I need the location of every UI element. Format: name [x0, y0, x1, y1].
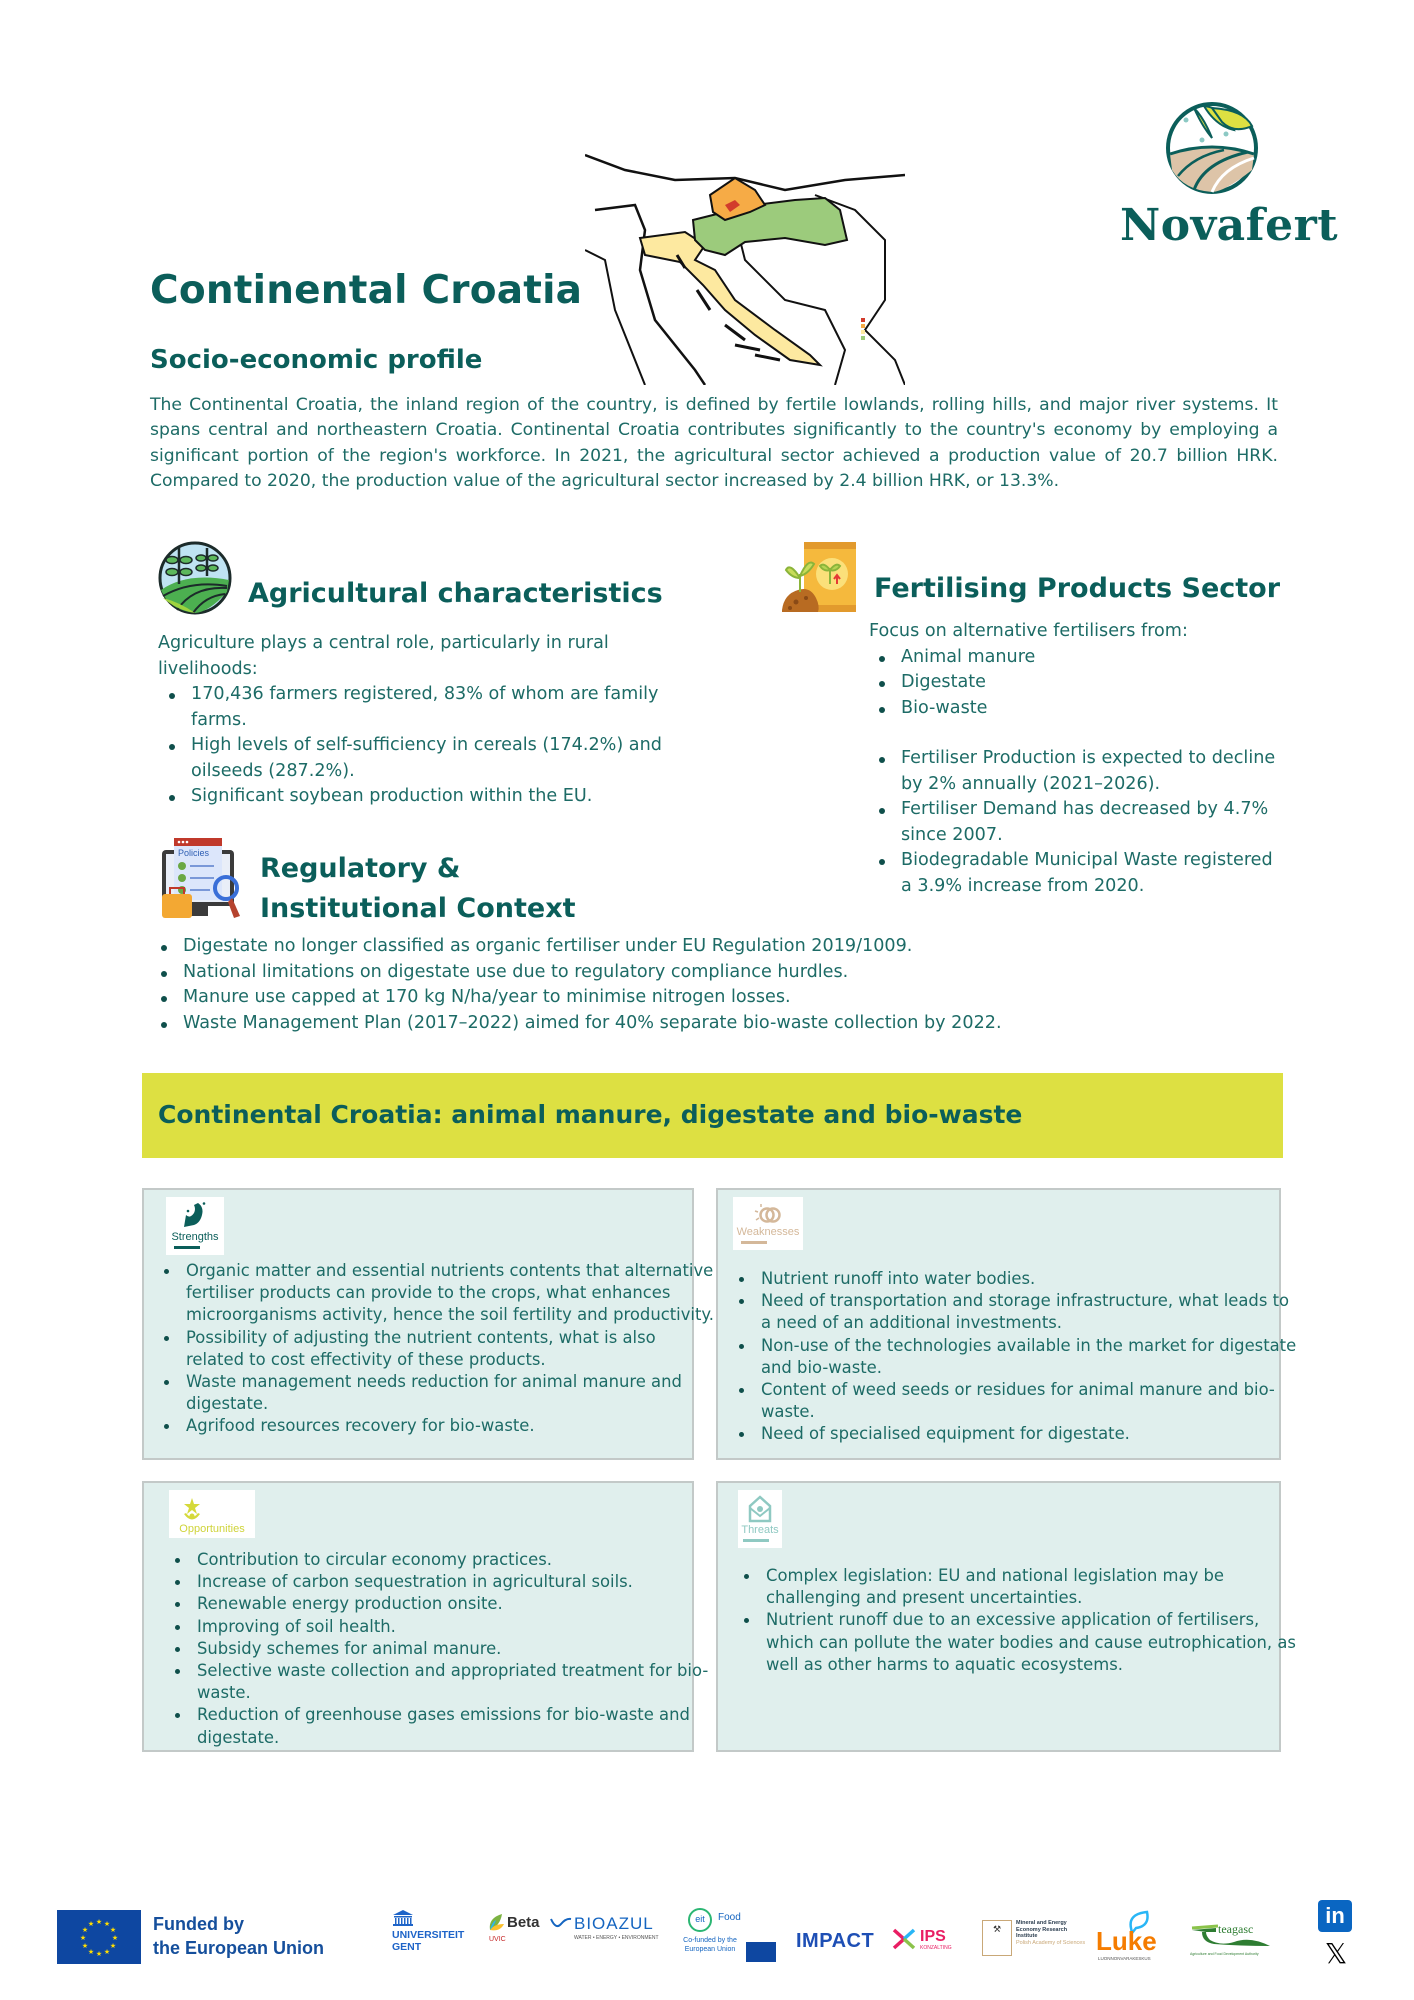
opportunities-list [144, 1549, 727, 1749]
page-title: Continental Croatia [150, 268, 583, 313]
opportunities-badge [169, 1490, 255, 1538]
svg-text:★: ★ [87, 1920, 95, 1928]
swot-threats [716, 1481, 1296, 1752]
list-item: Organic matter and essential nutrients contents that alternative fertiliser products can provide to the crops, what enhances microorganisms activity, hence the soil fertility and productivity. [186, 1260, 716, 1327]
list-item: Non-use of the technologies available in the market for digestate and bio-waste. [761, 1335, 1301, 1379]
list-item: 170,436 farmers registered, 83% of whom are family farms. [191, 682, 698, 733]
flexed-arm-icon [180, 1201, 210, 1231]
svg-text:★: ★ [79, 1934, 87, 1942]
meeri-shield-icon: ⚒ [982, 1920, 1012, 1956]
list-item: High levels of self-sufficiency in cereals (174.2%) and oilseeds (287.2%). [191, 733, 698, 784]
meeri-logo [982, 1920, 1092, 1960]
ugent-logo [392, 1910, 464, 1953]
bioazul-tagline: WATER • ENERGY • ENVIRONMENT [574, 1935, 659, 1941]
swot-banner-title: Continental Croatia: animal manure, digestate and bio-waste [158, 1100, 1023, 1129]
svg-text:★: ★ [109, 1926, 117, 1934]
list-item: Contribution to circular economy practices. [197, 1549, 727, 1571]
list-item: Waste management needs reduction for animal manure and digestate. [186, 1371, 716, 1415]
svg-text:★: ★ [103, 1948, 111, 1956]
agri-section [158, 631, 698, 810]
linkedin-icon: in [1325, 1903, 1345, 1928]
luke-text: Luke [1096, 1926, 1157, 1956]
reg-list [150, 934, 1283, 1036]
weaknesses-label: Weaknesses [736, 1226, 800, 1238]
policies-label: Policies [178, 848, 210, 858]
meeri-text [1016, 1920, 1085, 1946]
svg-text:★: ★ [95, 1950, 103, 1958]
eu-funding-line1: Funded by [153, 1914, 244, 1934]
reg-icon [160, 836, 250, 922]
meeri-line2: Economy Research [1016, 1926, 1068, 1933]
section-heading-agricultural: Agricultural characteristics [248, 578, 663, 609]
ugent-line2: GENT [392, 1941, 422, 1953]
agri-list [158, 682, 698, 810]
eu-flag [57, 1910, 141, 1964]
list-item: Reduction of greenhouse gases emissions for bio-waste and digestate. [197, 1704, 727, 1748]
ips-text: IPS [920, 1928, 946, 1945]
broken-link-icon [753, 1202, 783, 1226]
list-item: Digestate [901, 670, 1279, 696]
opportunities-label: Opportunities [179, 1523, 245, 1535]
threats-list [718, 1565, 1296, 1676]
warning-house-icon [746, 1494, 774, 1524]
swot-banner [142, 1073, 1283, 1158]
fert-facts-list [869, 746, 1279, 899]
list-item: Manure use capped at 170 kg N/ha/year to minimise nitrogen losses. [183, 985, 1283, 1011]
eit-food-text: Food [718, 1912, 741, 1923]
map-graphic [585, 150, 905, 385]
swot-weaknesses [716, 1188, 1297, 1460]
intro-paragraph: The Continental Croatia, the inland region of the country, is defined by fertile lowlands, rolling hills, and major river systems. It spans central and northeastern Croatia. Continental Croatia contributes significantly to the country's economy by employing a significant portion of the region's workforce. In 2021, the agricultural sector achieved a production value of 20.7 billion HRK. Compared to 2020, the production value of the agricultural sector increased by 2.4 billion HRK, or 13.3%. [150, 395, 1278, 491]
novafert-wordmark: Novafert [1120, 200, 1339, 251]
list-item: Subsidy schemes for animal manure. [197, 1638, 727, 1660]
list-item: Improving of soil health. [197, 1616, 727, 1638]
list-item: Nutrient runoff due to an excessive application of fertilisers, which can pollute the water bodies and cause eutrophication, as well as other harms to aquatic ecosystems. [766, 1609, 1296, 1676]
weaknesses-list [718, 1268, 1301, 1446]
farm-field-icon [157, 540, 233, 616]
list-item: Waste Management Plan (2017–2022) aimed for 40% separate bio-waste collection by 2022. [183, 1011, 1283, 1037]
strengths-underline [174, 1246, 200, 1249]
luke-logo [1094, 1910, 1164, 1970]
ips-logo [892, 1928, 962, 1958]
policies-icon [160, 836, 250, 922]
reg-heading-line1: Regulatory & [260, 853, 461, 884]
list-item: Significant soybean production within the EU. [191, 784, 698, 810]
list-item: Need of specialised equipment for digestate. [761, 1423, 1301, 1445]
bioazul-text: BIOAZUL [574, 1914, 654, 1933]
reg-heading-line2: Institutional Context [260, 893, 576, 924]
croatia-map [585, 150, 905, 385]
fert-section [869, 619, 1279, 899]
eu-funding-line2: the European Union [153, 1938, 324, 1958]
list-item: Possibility of adjusting the nutrient contents, what is also related to cost effectivity of these products. [186, 1327, 716, 1371]
strengths-label: Strengths [171, 1231, 219, 1243]
strengths-badge [166, 1197, 224, 1255]
list-item: Increase of carbon sequestration in agricultural soils. [197, 1571, 727, 1593]
fert-icon [780, 540, 858, 614]
novafert-emblem-icon [1164, 100, 1260, 196]
x-link[interactable] [1320, 1938, 1352, 1970]
fert-lead: Focus on alternative fertilisers from: [869, 621, 1188, 641]
list-item: National limitations on digestate use due to regulatory compliance hurdles. [183, 960, 1283, 986]
strengths-list [144, 1260, 716, 1438]
svg-text:★: ★ [81, 1926, 89, 1934]
list-item: Fertiliser Production is expected to decline by 2% annually (2021–2026). [901, 746, 1279, 797]
footer [0, 1900, 1414, 2000]
university-building-icon [392, 1910, 414, 1926]
list-item: Fertiliser Demand has decreased by 4.7% since 2007. [901, 797, 1279, 848]
teagasc-text: teagasc [1218, 1922, 1254, 1936]
list-item: Need of transportation and storage infrastructure, what leads to a need of an additional investments. [761, 1290, 1301, 1334]
fertiliser-bag-icon [780, 540, 858, 614]
svg-text:★: ★ [111, 1934, 119, 1942]
list-item: Bio-waste [901, 696, 1279, 722]
impact-logo: IMPACT [796, 1930, 875, 1952]
meeri-line4: Polish Academy of Sciences [1016, 1939, 1086, 1946]
swot-opportunities [142, 1481, 709, 1752]
list-item: Content of weed seeds or residues for animal manure and bio-waste. [761, 1379, 1301, 1423]
list-item: Selective waste collection and appropriated treatment for bio-waste. [197, 1660, 727, 1704]
threats-label: Threats [741, 1524, 779, 1536]
list-item: Animal manure [901, 645, 1279, 671]
star-person-icon [181, 1497, 203, 1523]
eu-stars-icon [57, 1910, 141, 1964]
svg-text:★: ★ [95, 1918, 103, 1926]
teagasc-subtext: Agriculture and Food Development Authority [1190, 1952, 1259, 1956]
list-item: Biodegradable Municipal Waste registered a 3.9% increase from 2020. [901, 848, 1279, 899]
eit-cofunded-text: Co-funded by the European Union [683, 1937, 737, 1953]
ips-x-icon [892, 1928, 916, 1950]
list-item: Nutrient runoff into water bodies. [761, 1268, 1301, 1290]
section-heading-fertilising: Fertilising Products Sector [874, 573, 1281, 604]
swot-strengths [142, 1188, 714, 1460]
beta-text: Beta [507, 1914, 540, 1931]
list-item: Agrifood resources recovery for bio-waste. [186, 1415, 716, 1437]
linkedin-link[interactable] [1318, 1900, 1352, 1932]
svg-text:★: ★ [81, 1942, 89, 1950]
eit-eu-flag [746, 1942, 776, 1962]
meeri-line1: Mineral and Energy [1016, 1920, 1067, 1926]
list-item: Digestate no longer classified as organic fertiliser under EU Regulation 2019/1009. [183, 934, 1283, 960]
svg-text:★: ★ [103, 1920, 111, 1928]
luke-subtext: LUONNONVARAKESKUS [1098, 1956, 1151, 1961]
agri-lead: Agriculture plays a central role, particularly in rural livelihoods: [158, 633, 609, 679]
threats-underline [743, 1539, 769, 1542]
weaknesses-badge [733, 1197, 803, 1250]
svg-text:★: ★ [87, 1948, 95, 1956]
fert-sources-list [869, 645, 1279, 722]
meeri-line3: Institute [1016, 1933, 1038, 1939]
teagasc-logo [1190, 1924, 1276, 1960]
x-icon: 𝕏 [1324, 1937, 1348, 1970]
novafert-logo [1120, 100, 1339, 260]
weaknesses-underline [741, 1241, 767, 1244]
section-heading-regulatory [260, 849, 576, 929]
eit-food-logo [680, 1908, 780, 1968]
beta-leaf-icon [488, 1912, 506, 1932]
threats-badge [738, 1490, 782, 1548]
ips-subtext: KONZALTING [920, 1945, 952, 1951]
eit-circle: eit [688, 1908, 712, 1932]
eu-funding-text [153, 1912, 324, 1960]
svg-text:★: ★ [109, 1942, 117, 1950]
ugent-line1: UNIVERSITEIT [392, 1929, 465, 1941]
section-heading-socio-economic: Socio-economic profile [150, 345, 483, 375]
list-item: Complex legislation: EU and national legislation may be challenging and present uncertainties. [766, 1565, 1296, 1609]
list-item: Renewable energy production onsite. [197, 1593, 727, 1615]
bioazul-wave-icon [550, 1916, 572, 1932]
uvic-text: UVIC [489, 1936, 506, 1943]
agri-icon [157, 540, 233, 616]
